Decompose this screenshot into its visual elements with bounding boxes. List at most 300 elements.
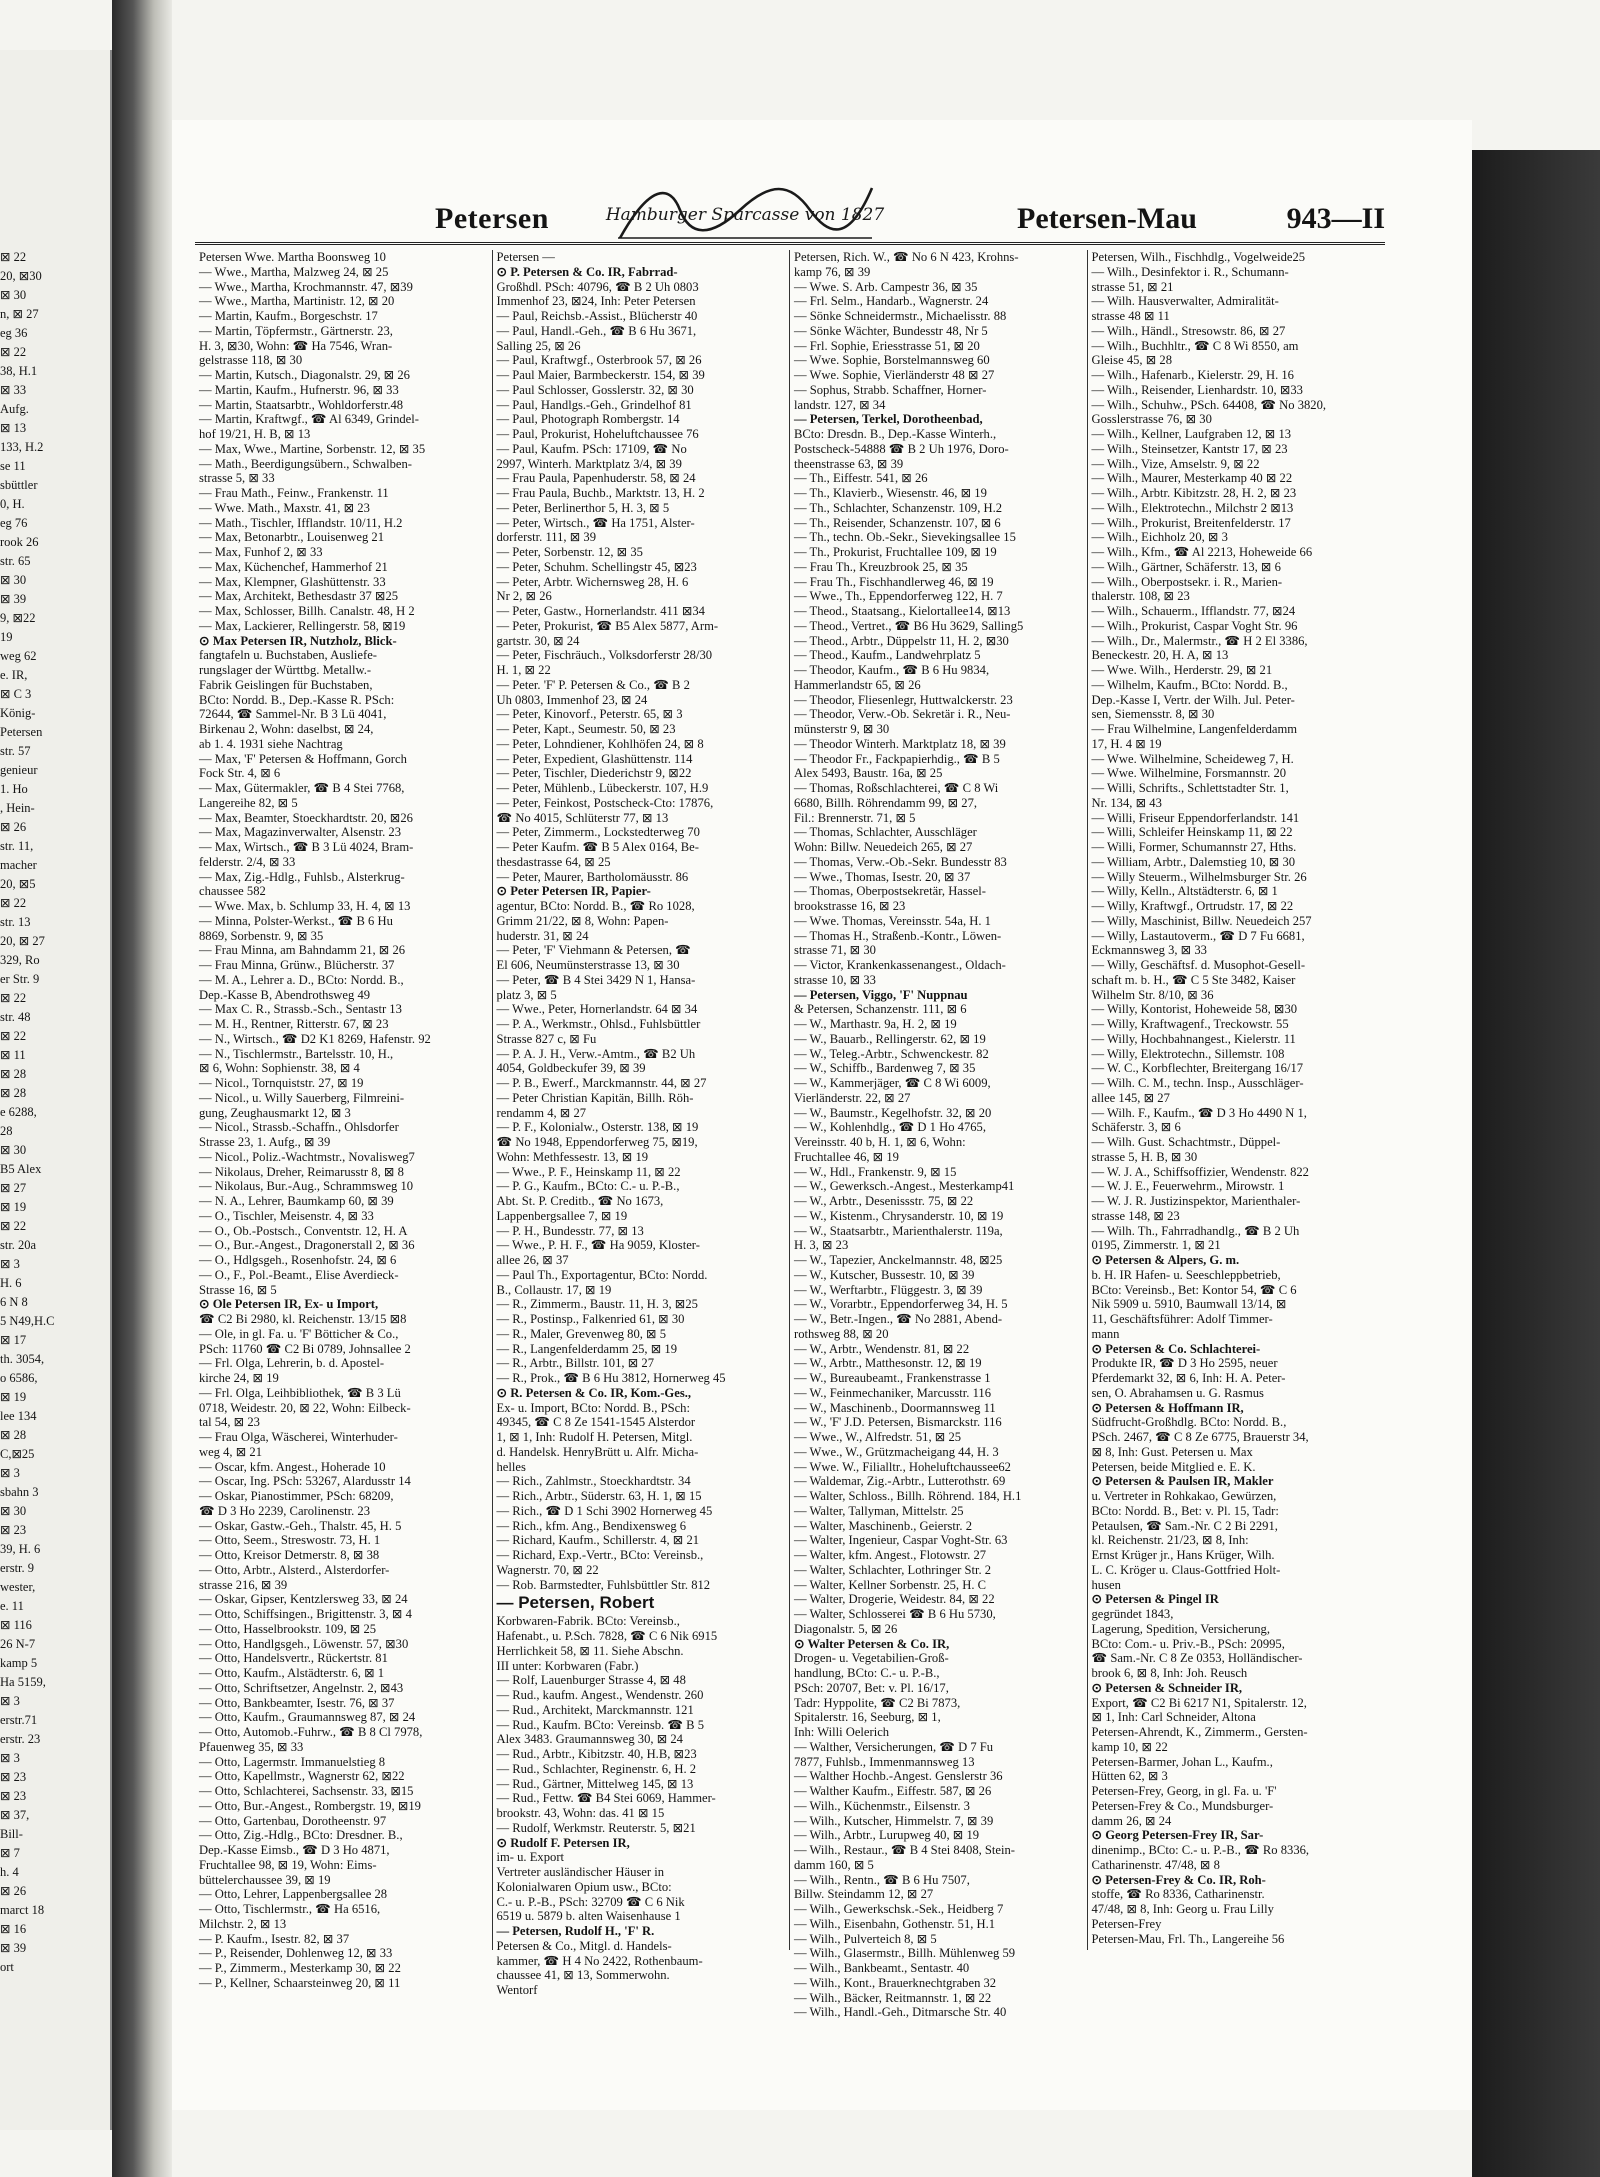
left-fragment-line: 20, ⊠5 [0, 877, 36, 891]
directory-entry-line: — O., Tischler, Meisenstr. 4, ⊠ 33 [199, 1208, 374, 1223]
directory-entry-line: b. H. IR Hafen- u. Seeschleppbetrieb, [1091, 1267, 1281, 1282]
directory-entry-line: Fabrik Geislingen für Buchstaben, [199, 677, 373, 692]
directory-entry-line: — Wilh., Eichholz 20, ⊠ 3 [1091, 530, 1228, 545]
directory-entry-line: 7877, Fuhlsb., Immenmannsweg 13 [794, 1754, 975, 1769]
directory-entry-line: — Martin, Kaufm., Borgeschstr. 17 [199, 309, 378, 323]
directory-entry-line: — Otto, Zig.-Hdlg., BCto: Dresdner. B., [199, 1828, 403, 1843]
directory-entry-line: — W., Werftarbtr., Flüggestr. 3, ⊠ 39 [794, 1282, 983, 1297]
directory-entry-line: — Wilh., Schuhw., PSch. 64408, ☎ No 3820, [1091, 397, 1327, 412]
directory-entry-line: kirche 24, ⊠ 19 [199, 1371, 279, 1385]
directory-entry-line: — Peter, Maurer, Bartholomäusstr. 86 [496, 869, 689, 884]
directory-entry-line: — P. G., Kaufm., BCto: C.- u. P.-B., [496, 1179, 680, 1194]
directory-entry-line: Birkenau 2, Wohn: daselbst, ⊠ 24, [199, 722, 374, 736]
left-fragment-line: sbüttler [0, 478, 38, 492]
directory-entry-line: 6680, Billh. Röhrendamm 99, ⊠ 27, [794, 795, 978, 810]
directory-entry-line: — Walther, Versicherungen, ☎ D 7 Fu [794, 1739, 994, 1754]
directory-entry-line: Petersen-Frey & Co., Mundsburger- [1091, 1798, 1274, 1813]
directory-entry-line: — Theodor, Kaufm., ☎ B 6 Hu 9834, [794, 663, 990, 677]
directory-entry-line: Vertreter ausländischer Häuser in [496, 1865, 664, 1879]
directory-entry-line: — Willi, Schleifer Heinskamp 11, ⊠ 22 [1091, 825, 1293, 840]
directory-entry-line: ⊙ Petersen & Pingel IR [1091, 1592, 1219, 1607]
directory-entry-line: Petersen-Barmer, Johan L., Kaufm., [1091, 1754, 1273, 1769]
left-fragment-line: marct 18 [0, 1903, 45, 1917]
directory-entry-line: Eckmannsweg 3, ⊠ 33 [1091, 943, 1207, 958]
directory-entry-line: — W., Kohlenhdlg., ☎ D 1 Ho 4765, [794, 1120, 986, 1135]
directory-entry-line: 4054, Goldbeckufer 39, ⊠ 39 [496, 1061, 646, 1076]
directory-entry-line: — Wwe., Thomas, Isestr. 20, ⊠ 37 [794, 869, 971, 884]
left-fragment-line: ⊠ 11 [0, 1048, 26, 1062]
left-fragment-line: h. 4 [0, 1865, 19, 1879]
directory-entry-line: Vereinsstr. 40 b, H. 1, ⊠ 6, Wohn: [794, 1135, 966, 1149]
directory-entry-line: — Peter, Expedient, Glashüttenstr. 114 [496, 751, 693, 766]
directory-entry-line: — Max, Gütermakler, ☎ B 4 Stei 7768, [199, 781, 405, 795]
directory-entry-line: — Theod., Staatsang., Kielortallee14, ⊠13 [794, 604, 1011, 618]
directory-entry-line: & Petersen, Schanzenstr. 111, ⊠ 6 [794, 1002, 967, 1017]
directory-entry-line: — Waldemar, Zig.-Arbtr., Lutterothstr. 69 [794, 1474, 1006, 1489]
directory-entry-line: — Oskar, Pianostimmer, PSch: 68209, [199, 1489, 394, 1503]
column-4 [1088, 250, 1386, 1950]
directory-entry-line: agentur, BCto: Nordd. B., ☎ Ro 1028, [496, 899, 695, 913]
directory-entry-line: — W., Schiffb., Bardenweg 7, ⊠ 35 [794, 1061, 976, 1076]
left-fragment-line: ⊠ 3 [0, 1694, 20, 1708]
left-fragment-line: ort [0, 1960, 14, 1974]
directory-entry-line: — Walter, Maschinenb., Geierstr. 2 [794, 1518, 973, 1533]
directory-entry-line: — Frl. Sophie, Eriesstrasse 51, ⊠ 20 [794, 338, 980, 353]
directory-entry-line: ☎ No 4015, Schlüterstr 77, ⊠ 13 [496, 810, 669, 825]
directory-entry-line: H. 1, ⊠ 22 [496, 663, 551, 677]
directory-entry-line: brookstr. 43, Wohn: das. 41 ⊠ 15 [496, 1806, 665, 1820]
left-fragment-line: ⊠ 22 [0, 1219, 27, 1233]
directory-entry-line: ⊙ R. Petersen & Co. IR, Kom.-Ges., [496, 1385, 692, 1400]
directory-entry-line: felderstr. 2/4, ⊠ 33 [199, 854, 296, 869]
directory-entry-line: Alex 3483. Graumannsweg 30, ⊠ 24 [496, 1732, 683, 1747]
directory-entry-line: Wohn: Methfessestr. 13, ⊠ 19 [496, 1149, 649, 1164]
directory-entry-line: — Peter Christian Kapitän, Billh. Röh- [496, 1090, 694, 1105]
left-fragment-line: str. 20a [0, 1238, 37, 1252]
directory-entry-line: Hammerlandstr 65, ⊠ 26 [794, 677, 921, 692]
directory-entry-line: 2997, Winterh. Marktplatz 3/4, ⊠ 39 [496, 456, 682, 471]
directory-entry-line: — Wwe., W., Grützmacheigang 44, H. 3 [794, 1444, 999, 1459]
directory-entry-line: — Wwe. Wilhelmine, Scheideweg 7, H. [1091, 751, 1294, 766]
directory-entry-line: ⊠ 1, Inh: Carl Schneider, Altona [1091, 1710, 1256, 1725]
directory-entry-line: Spitalerstr. 16, Seeburg, ⊠ 1, [794, 1710, 941, 1725]
directory-entry-line: — P., Reisender, Dohlenweg 12, ⊠ 33 [199, 1946, 393, 1961]
directory-entry-line: Fock Str. 4, ⊠ 6 [199, 766, 281, 781]
directory-entry-line: — W. J. R. Justizinspektor, Marienthaler- [1091, 1194, 1301, 1208]
directory-entry-line: sen, O. Abrahamsen u. G. Rasmus [1091, 1385, 1264, 1400]
directory-entry-line: — Wilh., Maurer, Mesterkamp 40 ⊠ 22 [1091, 471, 1293, 486]
directory-entry-line: fangtafeln u. Buchstaben, Ausliefe- [199, 648, 378, 663]
directory-entry-line: — Paul Maier, Barmbeckerstr. 154, ⊠ 39 [496, 368, 705, 382]
directory-entry-line: — W., 'F' J.D. Petersen, Bismarckstr. 116 [794, 1415, 1002, 1430]
directory-entry-line: — M. H., Rentner, Ritterstr. 67, ⊠ 23 [199, 1017, 389, 1031]
directory-entry-line: PSch: 11760 ☎ C2 Bi 0789, Johnsallee 2 [199, 1341, 411, 1356]
directory-entry-line: Immenhof 23, ⊠24, Inh: Peter Petersen [496, 294, 696, 309]
directory-entry-line: — Max, Lackierer, Rellingerstr. 58, ⊠19 [199, 618, 406, 633]
directory-entry-line: — W., Maschinenb., Doormannsweg 11 [794, 1400, 996, 1415]
directory-entry-line: dorferstr. 111, ⊠ 39 [496, 530, 597, 545]
directory-entry-line: — O., F., Pol.-Beamt., Elise Averdieck- [199, 1267, 399, 1282]
directory-entry-line: — Otto, Seem., Streswostr. 73, H. 1 [199, 1533, 381, 1548]
left-fragment-line: ⊠ 37, [0, 1808, 30, 1822]
directory-entry-line: — Max, Zig.-Hdlg., Fuhlsb., Alsterkrug- [199, 869, 405, 884]
left-fragment-line: ⊠ 27 [0, 1181, 27, 1195]
directory-entry-line: — Wilh., Vize, Amselstr. 9, ⊠ 22 [1091, 456, 1260, 471]
directory-entry-line: — Wilh. Gust. Schachtmstr., Düppel- [1091, 1135, 1281, 1149]
directory-entry-line: 49345, ☎ C 8 Ze 1541-1545 Alsterdor [496, 1415, 696, 1430]
directory-entry-line: — Wilh., Elektrotechn., Milchstr 2 ⊠13 [1091, 500, 1294, 515]
directory-entry-line: ⊙ Rudolf F. Petersen IR, [496, 1835, 630, 1850]
directory-entry-line: — Th., Reisender, Schanzenstr. 107, ⊠ 6 [794, 515, 1001, 530]
left-fragment-line: e 6288, [0, 1105, 37, 1119]
left-fragment-line: eg 36 [0, 326, 28, 340]
directory-entry-line: — Th., Schlachter, Schanzenstr. 109, H.2 [794, 500, 1003, 515]
directory-entry-line: Ernst Krüger jr., Hans Krüger, Wilh. [1091, 1548, 1275, 1562]
directory-entry-line: — Max, 'F' Petersen & Hoffmann, Gorch [199, 751, 407, 766]
directory-entry-line: — Rud., Schlachter, Reginenstr. 6, H. 2 [496, 1761, 697, 1776]
directory-entry-line: — Oscar, Ing. PSch: 53267, Alardusstr 14 [199, 1474, 411, 1489]
directory-entry-line: — Wilh., Hafenarb., Kielerstr. 29, H. 16 [1091, 368, 1294, 382]
directory-entry-line: — Wwe., P. F., Heinskamp 11, ⊠ 22 [496, 1164, 681, 1179]
directory-entry-line: — Martin, Kaufm., Hufnerstr. 96, ⊠ 33 [199, 382, 399, 397]
directory-entry-line: damm 26, ⊠ 24 [1091, 1813, 1172, 1828]
left-page-fragment [0, 50, 112, 2130]
directory-entry-line: 8869, Sorbenstr. 9, ⊠ 35 [199, 928, 324, 943]
directory-entry-line: — P. B., Ewerf., Marckmannstr. 44, ⊠ 27 [496, 1076, 707, 1090]
directory-entry-line: d. Handelsk. HenryBrütt u. Alfr. Micha- [496, 1444, 699, 1459]
directory-entry-line: — Rolf, Lauenburger Strasse 4, ⊠ 48 [496, 1673, 686, 1688]
directory-entry-line: — Rud., Fettw. ☎ B4 Stei 6069, Hammer- [496, 1791, 716, 1806]
column-2 [493, 250, 791, 1997]
header-left-name: Petersen [435, 202, 549, 235]
directory-entry-line: — Walter, Kellner Sorbenstr. 25, H. C [794, 1577, 987, 1592]
directory-entry-line: — Wwe. Math., Maxstr. 41, ⊠ 23 [199, 500, 370, 515]
directory-entry-line: — Thomas, Roßschlachterei, ☎ C 8 Wi [794, 781, 999, 795]
directory-entry-line: husen [1091, 1577, 1121, 1592]
directory-entry-line: — Frau Th., Kreuzbrook 25, ⊠ 35 [794, 559, 968, 574]
sparcasse-logo [605, 180, 885, 244]
directory-entry-line: — Wilh., Reisender, Lienhardstr. 10, ⊠33 [1091, 382, 1303, 397]
directory-entry-line: — Otto, Kaufm., Graumannsweg 87, ⊠ 24 [199, 1710, 416, 1725]
directory-entry-line: — Wilh., Desinfektor i. R., Schumann- [1091, 264, 1289, 279]
left-fragment-line: str. 13 [0, 915, 31, 929]
directory-entry-line: Petersen & Co., Mitgl. d. Handels- [496, 1938, 672, 1953]
directory-entry-line: — Paul, Kraftwgf., Osterbrook 57, ⊠ 26 [496, 353, 702, 368]
directory-entry-line: — W., Baumstr., Kegelhofstr. 32, ⊠ 20 [794, 1105, 992, 1120]
directory-entry-line: — Willy, Kraftwagenf., Treckowstr. 55 [1091, 1017, 1289, 1031]
directory-entry-line: — Theodor, Verw.-Ob. Sekretär i. R., Neu- [794, 707, 1011, 722]
directory-entry-line: ☎ D 3 Ho 2239, Carolinenstr. 23 [199, 1503, 370, 1518]
left-fragment-line: e. 11 [0, 1599, 24, 1613]
directory-entry-line: Petersen-Frey, Georg, in gl. Fa. u. 'F' [1091, 1784, 1277, 1798]
directory-entry-line: münsterstr 9, ⊠ 30 [794, 722, 890, 736]
directory-entry-line: Vierländerstr. 22, ⊠ 27 [794, 1090, 911, 1105]
directory-entry-line: — W., Staatsarbtr., Marienthalerstr. 119a, [794, 1223, 1003, 1238]
svg-text:Hamburger Sparcasse von 1827: Hamburger Sparcasse von 1827 [605, 205, 885, 225]
directory-entry-line: weg 4, ⊠ 21 [199, 1444, 263, 1459]
directory-entry-line: theenstrasse 63, ⊠ 39 [794, 456, 904, 471]
directory-entry-line: — Wwe., Martha, Martinistr. 12, ⊠ 20 [199, 294, 395, 309]
directory-entry-line: Salling 25, ⊠ 26 [496, 338, 581, 353]
left-fragment-line: Petersen [0, 725, 43, 739]
directory-entry-line: — Otto, Hasselbrookstr. 109, ⊠ 25 [199, 1621, 377, 1636]
directory-entry-line: — Frau Minna, am Bahndamm 21, ⊠ 26 [199, 943, 406, 958]
directory-entry-line: Petersen — [496, 250, 555, 264]
directory-entry-line: — Frau Paula, Buchb., Marktstr. 13, H. 2 [496, 486, 705, 500]
directory-entry-line: — Max, Küchenchef, Hammerhof 21 [199, 559, 388, 574]
left-fragment-line: er Str. 9 [0, 972, 40, 986]
directory-entry-line: — Theodor Fr., Fackpapierhdig., ☎ B 5 [794, 751, 1000, 766]
left-fragment-line: Ha 5159, [0, 1675, 46, 1689]
directory-entry-line: — Otto, Lehrer, Lappenbergsallee 28 [199, 1887, 388, 1902]
directory-entry-line: — Max, Schlosser, Billh. Canalstr. 48, H 2 [199, 604, 415, 618]
left-fragment-line: 20, ⊠30 [0, 269, 42, 283]
directory-entry-line: stoffe, ☎ Ro 8336, Catharinenstr. [1091, 1887, 1265, 1902]
left-fragment-line: th. 3054, [0, 1352, 45, 1366]
directory-entry-line: — Walther Hochb.-Angest. Genslerstr 36 [794, 1769, 1003, 1784]
left-fragment-line: str. 65 [0, 554, 31, 568]
directory-entry-line: Schäferstr. 3, ⊠ 6 [1091, 1120, 1181, 1135]
directory-entry-line: — Wilh., Arbtr. Kibitzstr. 28, H. 2, ⊠ 23 [1091, 486, 1297, 500]
directory-entry-line: — P., Zimmerm., Mesterkamp 30, ⊠ 22 [199, 1961, 401, 1975]
directory-entry-line: gung, Zeughausmarkt 12, ⊠ 3 [199, 1105, 351, 1120]
left-fragment-line: ⊠ 22 [0, 250, 27, 264]
directory-entry-line: rendamm 4, ⊠ 27 [496, 1105, 587, 1120]
left-fragment-line: ⊠ C 3 [0, 687, 32, 701]
directory-entry-line: ⊙ Max Petersen IR, Nutzholz, Blick- [199, 633, 397, 648]
directory-entry-line: — Th., Prokurist, Fruchtallee 109, ⊠ 19 [794, 545, 997, 559]
directory-entry-line: III unter: Korbwaren (Fabr.) [496, 1658, 639, 1673]
directory-entry-line: — Rob. Barmstedter, Fuhlsbüttler Str. 812 [496, 1577, 711, 1592]
directory-entry-line: Nr. 134, ⊠ 43 [1091, 795, 1162, 810]
directory-entry-line: — Otto, Automob.-Fuhrw., ☎ B 8 Cl 7978, [199, 1725, 423, 1739]
directory-entry-line: büttelerchaussee 39, ⊠ 19 [199, 1872, 331, 1887]
directory-entry-line: allee 145, ⊠ 27 [1091, 1090, 1170, 1105]
directory-entry-line: damm 160, ⊠ 5 [794, 1857, 874, 1872]
directory-entry-line: brookstrasse 16, ⊠ 23 [794, 899, 906, 913]
directory-entry-line: ⊙ Peter Petersen IR, Papier- [496, 884, 651, 899]
left-page-text [0, 50, 110, 1977]
directory-entry-line: — W., Kutscher, Bussestr. 10, ⊠ 39 [794, 1267, 975, 1282]
directory-entry-line: — Th., Klavierb., Wiesenstr. 46, ⊠ 19 [794, 486, 987, 500]
directory-entry-line: Drogen- u. Vegetabilien-Groß- [794, 1651, 949, 1666]
left-fragment-line: ⊠ 19 [0, 1390, 27, 1404]
directory-entry-line: — N. A., Lehrer, Baumkamp 60, ⊠ 39 [199, 1194, 394, 1208]
directory-entry-line: brook 6, ⊠ 8, Inh: Joh. Reusch [1091, 1666, 1248, 1680]
directory-entry-line: — W. J. E., Feuerwehrm., Mirowstr. 1 [1091, 1179, 1285, 1194]
book-spine [112, 0, 172, 2177]
directory-entry-line: — W., Gewerksch.-Angest., Mesterkamp41 [794, 1179, 1015, 1194]
directory-entry-line: Hafenabt., u. P.Sch. 7828, ☎ C 6 Nik 6915 [496, 1629, 718, 1643]
directory-entry-line: — Th., Eiffestr. 541, ⊠ 26 [794, 471, 928, 486]
directory-entry-line: strasse 51, ⊠ 21 [1091, 279, 1174, 294]
directory-entry-line: — Wilh., Dr., Malermstr., ☎ H 2 El 3386, [1091, 633, 1308, 648]
directory-entry-line: — Wwe., Martha, Krochmannstr. 47, ⊠39 [199, 279, 413, 294]
directory-entry-line: — Wwe. Wilhelmine, Forsmannstr. 20 [1091, 766, 1287, 781]
left-fragment-line: ⊠ 30 [0, 288, 27, 302]
directory-entry-line: — W., Marthastr. 9a, H. 2, ⊠ 19 [794, 1017, 957, 1031]
directory-entry-line: Produkte IR, ☎ D 3 Ho 2595, neuer [1091, 1356, 1278, 1371]
directory-entry-line: — Minna, Polster-Werkst., ☎ B 6 Hu [199, 913, 393, 928]
directory-entry-line: — Martin, Töpfermstr., Gärtnerstr. 23, [199, 323, 393, 338]
directory-entry-line: — W., Bureaubeamt., Frankenstrasse 1 [794, 1371, 991, 1385]
directory-entry-line: 0195, Zimmerstr. 1, ⊠ 21 [1091, 1238, 1221, 1253]
left-fragment-line: ⊠ 19 [0, 1200, 27, 1214]
directory-entry-line: — Nikolaus, Bur.-Aug., Schrammsweg 10 [199, 1179, 414, 1194]
directory-entry-line: — Wwe., W., Alfredstr. 51, ⊠ 25 [794, 1430, 962, 1444]
left-fragment-line: ⊠ 39 [0, 592, 27, 606]
directory-entry-line: — P. A., Werkmstr., Ohlsd., Fuhlsbüttler [496, 1017, 701, 1031]
left-fragment-line: König- [0, 706, 36, 720]
left-fragment-line: ⊠ 23 [0, 1770, 27, 1784]
directory-entry-line: — Peter, Arbtr. Wichernsweg 28, H. 6 [496, 574, 689, 589]
directory-entry-line: sen, Siemensstr. 8, ⊠ 30 [1091, 707, 1215, 722]
directory-entry-line: — Theod., Arbtr., Düppelstr 11, H. 2, ⊠30 [794, 633, 1009, 648]
directory-entry-line: — Wilh., Kont., Brauerknechtgraben 32 [794, 1975, 997, 1990]
directory-entry-line: — Rudolf, Werkmstr. Reuterstr. 5, ⊠21 [496, 1820, 696, 1835]
left-fragment-line: lee 134 [0, 1409, 37, 1423]
directory-entry-line: — Willy, Kraftwgf., Ortrudstr. 17, ⊠ 22 [1091, 899, 1294, 913]
directory-entry-line: — Peter, Zimmerm., Lockstedterweg 70 [496, 825, 700, 840]
directory-entry-line: — Otto, Kreisor Detmerstr. 8, ⊠ 38 [199, 1548, 380, 1562]
directory-entry-line: — Wilh. Hausverwalter, Admiralität- [1091, 294, 1279, 309]
directory-entry-line: huderstr. 31, ⊠ 24 [496, 928, 589, 943]
directory-entry-line: — Willy, Hochbahnangest., Kielerstr. 11 [1091, 1031, 1296, 1046]
directory-entry-line: Strasse 827 c, ⊠ Fu [496, 1031, 597, 1046]
directory-entry-line: Strasse 16, ⊠ 5 [199, 1282, 277, 1297]
directory-entry-line: — N., Wirtsch., ☎ D2 K1 8269, Hafenstr. 92 [199, 1031, 431, 1046]
directory-entry-line: — W., Kistenm., Chrysanderstr. 10, ⊠ 19 [794, 1208, 1004, 1223]
directory-entry-line: Gleise 45, ⊠ 28 [1091, 353, 1173, 368]
left-fragment-line: 39, H. 6 [0, 1542, 41, 1556]
directory-entry-line: Wohn: Billw. Neuedeich 265, ⊠ 27 [794, 840, 973, 854]
directory-entry-line: Petersen, Rich. W., ☎ No 6 N 423, Krohns- [794, 250, 1019, 264]
directory-entry-line: — Wilhelm, Kaufm., BCto: Nordd. B., [1091, 677, 1288, 692]
left-fragment-line: B5 Alex [0, 1162, 42, 1176]
directory-entry-line: kamp 10, ⊠ 22 [1091, 1739, 1168, 1754]
directory-entry-line: — Peter, Gastw., Hornerlandstr. 411 ⊠34 [496, 604, 705, 618]
directory-entry-line: 17, H. 4 ⊠ 19 [1091, 736, 1162, 751]
directory-entry-line: — Wwe. Wilh., Herderstr. 29, ⊠ 21 [1091, 663, 1273, 677]
directory-entry-line: Petersen, Wilh., Fischhdlg., Vogelweide25 [1091, 250, 1306, 264]
directory-entry-line: — Oskar, Gipser, Kentzlersweg 33, ⊠ 24 [199, 1592, 408, 1607]
directory-entry-line: — Oscar, kfm. Angest., Hoherade 10 [199, 1459, 386, 1474]
directory-entry-line: Petersen-Ahrendt, K., Zimmerm., Gersten- [1091, 1725, 1308, 1739]
directory-entry-line: thalerstr. 108, ⊠ 23 [1091, 589, 1190, 604]
directory-entry-line: — Otto, Tischlermstr., ☎ Ha 6516, [199, 1902, 381, 1916]
directory-entry-line: chaussee 582 [199, 884, 266, 899]
directory-entry-line: ⊙ Petersen & Paulsen IR, Makler [1091, 1474, 1274, 1489]
directory-entry-line: — Richard, Exp.-Vertr., BCto: Vereinsb., [496, 1548, 704, 1562]
directory-entry-line: — Richard, Kaufm., Schillerstr. 4, ⊠ 21 [496, 1533, 700, 1548]
left-fragment-line: 19 [0, 630, 13, 644]
directory-entry-line: Herrlichkeit 58, ⊠ 11. Siehe Abschn. [496, 1643, 684, 1658]
directory-entry-line: BCto: Com.- u. Priv.-B., PSch: 20995, [1091, 1636, 1285, 1651]
left-fragment-line: e. IR, [0, 668, 28, 682]
directory-entry-line: — Rich., ☎ D 1 Schi 3902 Hornerweg 45 [496, 1503, 713, 1518]
directory-entry-line: — Rud., kaufm. Angest., Wendenstr. 260 [496, 1688, 704, 1702]
directory-entry-line: — Otto, Arbtr., Alsterd., Alsterdorfer- [199, 1562, 390, 1577]
directory-entry-line: — Frau Math., Feinw., Frankenstr. 11 [199, 486, 389, 500]
directory-entry-line: — Theod., Vertret., ☎ B6 Hu 3629, Salling5 [794, 618, 1024, 633]
directory-entry-line: Pfauenweg 35, ⊠ 33 [199, 1739, 304, 1754]
left-fragment-line: 28 [0, 1124, 13, 1138]
directory-entry-line: Hütten 62, ⊠ 3 [1091, 1769, 1168, 1784]
left-fragment-line: ⊠ 23 [0, 1523, 27, 1537]
left-fragment-line: ⊠ 33 [0, 383, 27, 397]
directory-entry-line: strasse 5, ⊠ 33 [199, 471, 275, 486]
directory-entry-line: gelstrasse 118, ⊠ 30 [199, 353, 303, 368]
directory-entry-line: ⊙ Walter Petersen & Co. IR, [794, 1636, 950, 1651]
directory-entry-line: — Theodor Winterh. Marktplatz 18, ⊠ 39 [794, 736, 1006, 751]
directory-entry-line: BCto: Nordd. B., Bet: v. Pl. 15, Tadr: [1091, 1503, 1279, 1518]
directory-entry-line: — Wilh. C. M., techn. Insp., Ausschläger- [1091, 1076, 1304, 1090]
directory-entry-line: — Rich., kfm. Ang., Bendixensweg 6 [496, 1518, 687, 1533]
directory-entry-line: — Thomas, Verw.-Ob.-Sekr. Bundesstr 83 [794, 854, 1007, 869]
directory-entry-line: — W., Kammerjäger, ☎ C 8 Wi 6009, [794, 1076, 991, 1090]
left-fragment-line: H. 6 [0, 1276, 22, 1290]
directory-entry-line: rungslager der Württbg. Metallw.- [199, 663, 372, 677]
directory-entry-line: — Willy, Geschäftsf. d. Musophot-Gesell- [1091, 958, 1306, 972]
directory-entry-line: strasse 5, H. B, ⊠ 30 [1091, 1149, 1198, 1164]
directory-entry-line: — Peter, Kapt., Seumestr. 50, ⊠ 23 [496, 722, 676, 736]
directory-entry-line: — N., Tischlermstr., Bartelsstr. 10, H., [199, 1046, 394, 1061]
directory-entry-line: — Max, Magazinverwalter, Alsenstr. 23 [199, 825, 401, 840]
left-fragment-line: ⊠ 28 [0, 1067, 27, 1081]
directory-entry-line: Dep.-Kasse Eimsb., ☎ D 3 Ho 4871, [199, 1843, 390, 1857]
directory-entry-line: H. 3, ⊠ 23 [794, 1238, 849, 1253]
directory-entry-line: — Rud., Kaufm. BCto: Vereinsb. ☎ B 5 [496, 1717, 705, 1732]
directory-entry-line: helles [496, 1459, 526, 1474]
left-fragment-line: ⊠ 28 [0, 1086, 27, 1100]
directory-entry-line: — Otto, Kapellmstr., Wagnerstr 62, ⊠22 [199, 1769, 405, 1784]
directory-entry-line: — Paul, Photograph Rombergstr. 14 [496, 412, 680, 427]
left-fragment-line: kamp 5 [0, 1656, 38, 1670]
directory-entry-line: — Petersen, Robert [496, 1593, 655, 1613]
left-fragment-line: ⊠ 17 [0, 1333, 27, 1347]
left-fragment-line: erstr. 23 [0, 1732, 41, 1746]
directory-entry-line: — Paul, Kaufm. PSch: 17109, ☎ No [496, 441, 687, 456]
directory-entry-line: Diagonalstr. 5, ⊠ 26 [794, 1621, 898, 1636]
directory-entry-line: — Max, Architekt, Bethesdastr 37 ⊠25 [199, 589, 399, 604]
directory-entry-line: Wilhelm Str. 8/10, ⊠ 36 [1091, 987, 1214, 1002]
left-fragment-line: rook 26 [0, 535, 39, 549]
directory-entry-line: allee 26, ⊠ 37 [496, 1253, 569, 1267]
directory-entry-line: — Wilh., Händl., Stresowstr. 86, ⊠ 27 [1091, 323, 1286, 338]
directory-entry-line: — William, Arbtr., Dalemstieg 10, ⊠ 30 [1091, 854, 1296, 869]
directory-entry-line: — Willi, Former, Schumannstr 27, Hths. [1091, 840, 1297, 854]
directory-entry-line: — Max, Klempner, Glashüttenstr. 33 [199, 574, 386, 589]
directory-entry-line: — Frl. Selm., Handarb., Wagnerstr. 24 [794, 294, 989, 309]
left-fragment-line: ⊠ 7 [0, 1846, 20, 1860]
left-fragment-line: wester, [0, 1580, 36, 1594]
left-fragment-line: 133, H.2 [0, 440, 44, 454]
directory-entry-line: — Wilh., Kellner, Laufgraben 12, ⊠ 13 [1091, 427, 1292, 441]
directory-entry-line: — W., Teleg.-Arbtr., Schwenckestr. 82 [794, 1046, 989, 1061]
directory-entry-line: — Wilh., Arbtr., Lurupweg 40, ⊠ 19 [794, 1828, 980, 1843]
directory-entry-line: — Otto, Gartenbau, Dorotheenstr. 97 [199, 1813, 387, 1828]
directory-entry-line: — Petersen, Terkel, Dorotheenbad, [794, 412, 983, 427]
directory-entry-line: — Peter, 'F' Viehmann & Petersen, ☎ [496, 943, 691, 958]
directory-entry-line: Petersen Wwe. Martha Boonsweg 10 [199, 250, 386, 264]
directory-entry-line: — P. F., Kolonialw., Osterstr. 138, ⊠ 19 [496, 1120, 699, 1135]
left-fragment-line: ⊠ 3 [0, 1751, 20, 1765]
directory-entry-line: — Wilh., Steinsetzer, Kantstr 17, ⊠ 23 [1091, 441, 1288, 456]
directory-entry-line: Dep.-Kasse I, Vertr. der Wilh. Jul. Peter- [1091, 692, 1295, 707]
directory-entry-line: gegründet 1843, [1091, 1607, 1174, 1621]
directory-entry-line: Fruchtallee 46, ⊠ 19 [794, 1149, 899, 1164]
directory-entry-line: — R., Zimmerm., Baustr. 11, H. 3, ⊠25 [496, 1297, 698, 1312]
